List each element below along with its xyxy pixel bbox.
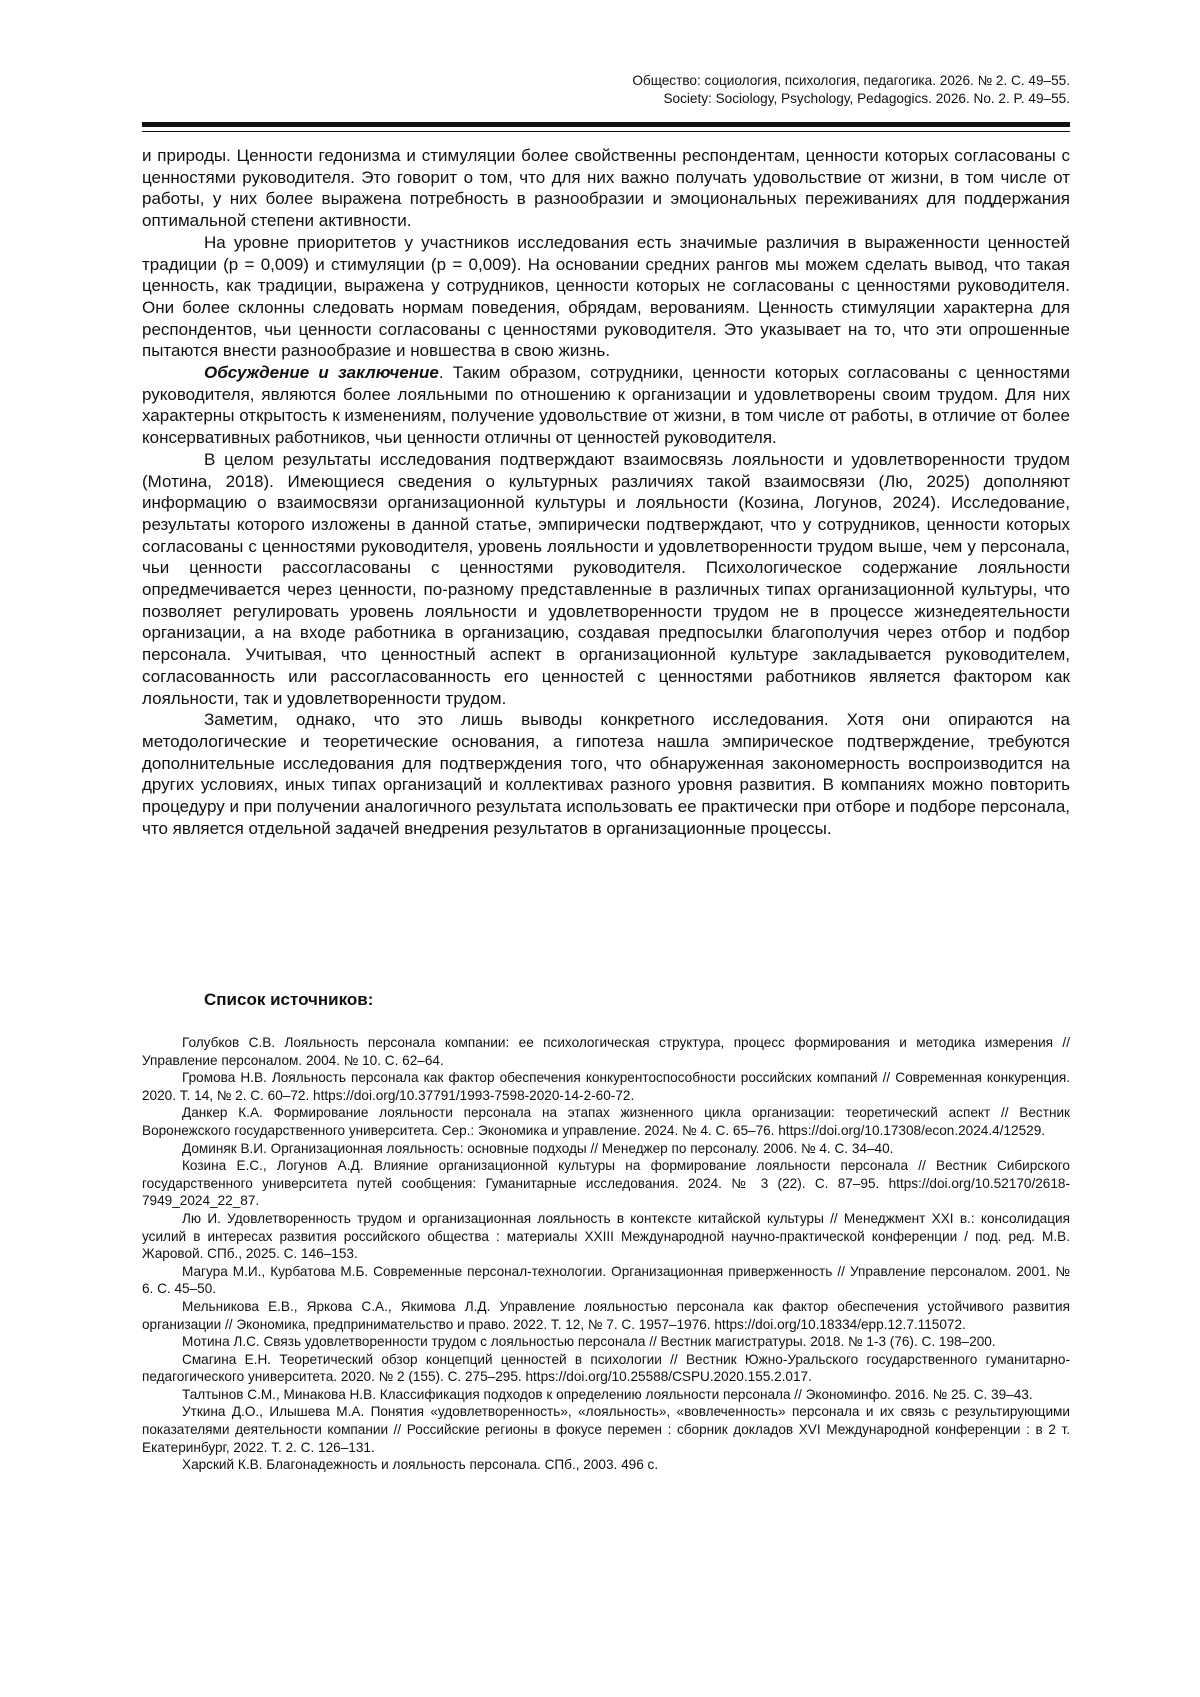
header-rule-thin (142, 131, 1070, 132)
paragraph-3-text: . Таким образом, сотрудники, ценности которых согласованы с ценностями руководителя, являются более лояльными по отношению к организации и удовлетворены своим трудом. Для них характерны открытость к изменениям, получение удовольствие от жизни, в том числе от работы, в отличие от более консервативных работников, чьи ценности отличны от ценностей руководителя. (142, 363, 1070, 448)
header-line-ru: Общество: социология, психология, педагогика. 2026. № 2. С. 49–55. (632, 73, 1070, 88)
references-title: Список источников: (204, 990, 374, 1009)
references-list (142, 1034, 1070, 1474)
reference-item: Доминяк В.И. Организационная лояльность: основные подходы // Менеджер по персоналу. 2006. № 4. С. 34–40. (182, 1140, 894, 1156)
paragraph-4: В целом результаты исследования подтверждают взаимосвязь лояльности и удовлетворенности трудом (Мотина, 2018). Имеющиеся сведения о культурных различиях такой взаимосвязи (Лю, 2025) дополняют информацию о взаимосвязи организационной культуры и лояльности (Козина, Логунов, 2024). Исследование, результаты которого изложены в данной статье, эмпирически подтверждают, что у сотрудников, ценности которых согласованы с ценностями руководителя, уровень лояльности и удовлетворенности трудом выше, чем у персонала, чьи ценности рассогласованы с ценностями руководителя. Психологическое содержание лояльности опредмечивается через ценности, по-разному представленные в различных типах организационной культуры, что позволяет регулировать уровень лояльности и удовлетворенности трудом не в процессе жизнедеятельности организации, а на входе работника в организацию, создавая предпосылки благополучия через отбор и подбор персонала. Учитывая, что ценностный аспект в организационной культуре закладывается руководителем, согласованность или рассогласованность его ценностей с ценностями работников является фактором как лояльности, так и удовлетворенности трудом. (142, 449, 1070, 708)
article-body (142, 145, 1070, 840)
reference-item: Громова Н.В. Лояльность персонала как фактор обеспечения конкурентоспособности российских компаний // Современная конкуренция. 2020. Т. 14, № 2. С. 60–72. https://doi.org/10.37791/1993-7598-2020-14-2-60-72. (142, 1070, 1070, 1103)
reference-item: Харский К.В. Благонадежность и лояльность персонала. СПб., 2003. 496 с. (182, 1457, 659, 1473)
section-heading-discussion: Обсуждение и заключение (204, 363, 439, 383)
paragraph-3 (142, 362, 1070, 449)
reference-item: Мельникова Е.В., Яркова С.А., Якимова Л.Д. Управление лояльностью персонала как фактор обеспечения устойчивого развития организации // Экономика, предпринимательство и право. 2022. Т. 12, № 7. С. 1957–1976. https://doi.org/10.18334/epp.12.7.115072. (142, 1298, 1070, 1332)
header-rule-thick (142, 122, 1070, 127)
reference-item: Магура М.И., Курбатова М.Б. Современные персонал-технологии. Организационная приверженность // Управление персоналом. 2001. № 6. С. 45–50. (142, 1263, 1070, 1297)
paragraph-1: и природы. Ценности гедонизма и стимуляции более свойственны респондентам, ценности которых согласованы с ценностями руководителя. Это говорит о том, что для них важно получать удовольствие от жизни, в том числе от работы, у них более выражена потребность в разнообразии и эмоциональных переживаниях для поддержания оптимальной степени активности. (142, 146, 1070, 231)
reference-item: Голубков С.В. Лояльность персонала компании: ее психологическая структура, процесс формирования и методика измерения // Управление персоналом. 2004. № 10. С. 62–64. (142, 1035, 1070, 1068)
paragraph-5: Заметим, однако, что это лишь выводы конкретного исследования. Хотя они опираются на методологические и теоретические основания, а гипотеза нашла эмпирическое подтверждение, требуются дополнительные исследования для подтверждения того, что обнаруженная закономерность воспроизводится на других условиях, иных типах организаций и коллективах разного уровня развития. В компаниях можно повторить процедуру и при получении аналогичного результата использовать ее практически при отборе и подборе персонала, что является отдельной задачей внедрения результатов в организационные процессы. (142, 710, 1070, 838)
reference-item: Уткина Д.О., Илышева М.А. Понятия «удовлетворенность», «лояльность», «вовлеченность» персонала и их связь с результирующими показателями деятельности компании // Российские регионы в фокусе перемен : сборник докладов XVI Международной конференции : в 2 т. Екатеринбург, 2022. Т. 2. С. 126–131. (142, 1404, 1070, 1455)
reference-item: Лю И. Удовлетворенность трудом и организационная лояльность в контексте китайской культуры // Менеджмент XXI в.: консолидация усилий в интересах развития российского общества : материалы XXIII Международной научно-практической конференции / под. ред. М.В. Жаровой. СПб., 2025. С. 146–153. (142, 1210, 1070, 1262)
reference-item: Смагина Е.Н. Теоретический обзор концепций ценностей в психологии // Вестник Южно-Уральского государственного гуманитарно-педагогического университета. 2020. № 2 (155). С. 275–295. https://doi.org/10.25588/CSPU.2020.155.2.017. (142, 1351, 1070, 1385)
running-header (142, 72, 1070, 108)
reference-item: Козина Е.С., Логунов А.Д. Влияние организационной культуры на формирование лояльности персонала // Вестник Сибирского государственного университета путей сообщения: Гуманитарные исследования. 2024. № 3 (22). С. 87–95. https://doi.org/10.52170/2618-7949_2024_22_87. (142, 1158, 1070, 1209)
reference-item: Мотина Л.С. Связь удовлетворенности трудом с лояльностью персонала // Вестник магистратуры. 2018. № 1-3 (76). С. 198–200. (182, 1334, 996, 1350)
header-line-en: Society: Sociology, Psychology, Pedagogics. 2026. No. 2. P. 49–55. (663, 91, 1070, 106)
paragraph-2: На уровне приоритетов у участников исследования есть значимые различия в выраженности ценностей традиции (p = 0,009) и стимуляции (p = 0,009). На основании средних рангов мы можем сделать вывод, что такая ценность, как традиции, выражена у сотрудников, ценности которых не согласованы с ценностями руководителя. Они более склонны следовать нормам поведения, обрядам, верованиям. Ценность стимуляции характерна для респондентов, чьи ценности согласованы с ценностями руководителя. Это указывает на то, что эти опрошенные пытаются внести разнообразие и новшества в свою жизнь. (142, 232, 1070, 361)
reference-item: Данкер К.А. Формирование лояльности персонала на этапах жизненного цикла организации: теоретический аспект // Вестник Воронежского государственного университета. Сер.: Экономика и управление. 2024. № 4. С. 65–76. https://doi.org/10.17308/econ.2024.4/12529. (142, 1105, 1070, 1138)
reference-item: Талтынов С.М., Минакова Н.В. Классификация подходов к определению лояльности персонала // Экономинфо. 2016. № 25. С. 39–43. (182, 1386, 1033, 1402)
